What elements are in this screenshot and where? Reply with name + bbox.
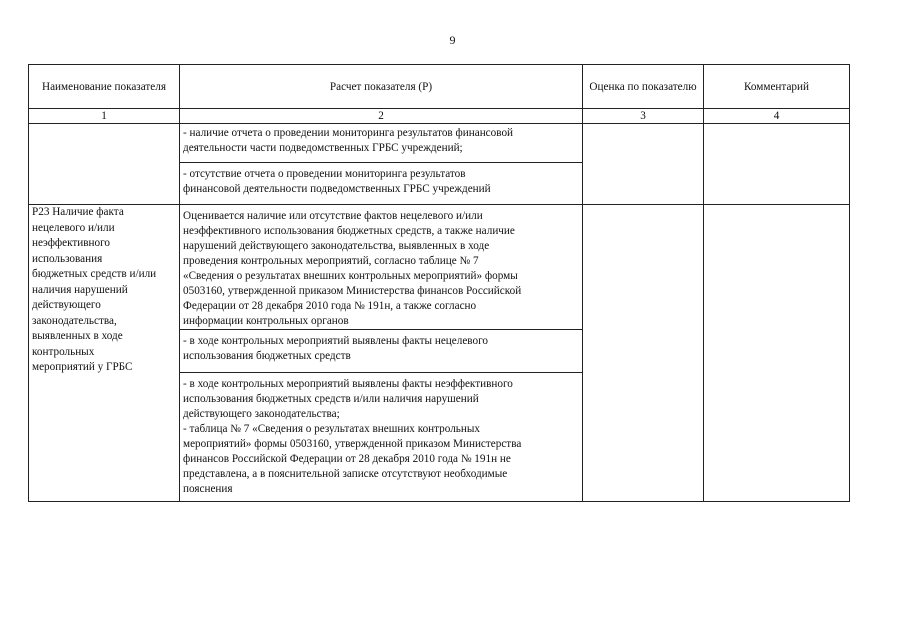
page-number: 9: [449, 33, 456, 47]
indicator-name-cell-empty: [29, 124, 180, 205]
column-number: 1: [29, 109, 180, 124]
score-cell: [583, 124, 704, 205]
text-line: Федерации от 28 декабря 2010 года № 191н, а также согласно: [183, 300, 477, 312]
text-line: - в ходе контрольных мероприятий выявлены факты нецелевого: [183, 335, 488, 347]
text-line: - наличие отчета о проведении мониторинга результатов финансовой: [183, 127, 514, 139]
calc-cell-misuse-found: [180, 330, 583, 373]
table-row: [29, 124, 850, 163]
text-line: - таблица № 7 «Сведения о результатах внешних контрольных: [183, 423, 480, 435]
text-line: финансов Российской Федерации от 28 декабря 2010 года № 191н не: [183, 453, 511, 465]
text-line: финансовой деятельности подведомственных ГРБС учреждений: [183, 183, 491, 195]
text-line: пояснения: [183, 483, 233, 495]
text-line: бюджетных средств и/или: [32, 268, 157, 280]
header-score: Оценка по показателю: [583, 65, 704, 109]
text-line: - отсутствие отчета о проведении мониторинга результатов: [183, 168, 466, 180]
text-line: - в ходе контрольных мероприятий выявлены факты неэффективного: [183, 378, 513, 390]
text-line: использования бюджетных средств: [183, 350, 351, 362]
comment-cell: [704, 205, 850, 502]
text-line: Оценивается наличие или отсутствие фактов нецелевого и/или: [183, 210, 483, 222]
text-line: контрольных: [32, 345, 95, 358]
text-line: действующего: [32, 299, 101, 311]
text-line: выявленных в ходе: [32, 330, 123, 342]
text-line: информации контрольных органов: [183, 315, 349, 327]
indicator-name-p23: [29, 205, 180, 502]
calc-cell-inefficiency-found: [180, 373, 583, 502]
text-line: Р23 Наличие факта: [32, 206, 124, 218]
text-line: действующего законодательства;: [183, 408, 340, 420]
text-line: мероприятий у ГРБС: [32, 361, 133, 373]
header-calculation: Расчет показателя (Р): [180, 65, 583, 109]
comment-cell: [704, 124, 850, 205]
table-row: [29, 205, 850, 330]
text-line: представлена, а в пояснительной записке отсутствуют необходимые: [183, 468, 508, 480]
column-number: 3: [583, 109, 704, 124]
text-line: неэффективного использования бюджетных средств, а также наличие: [183, 225, 515, 237]
text-line: законодательства,: [32, 314, 117, 327]
text-line: использования бюджетных средств и/или наличия нарушений: [183, 393, 479, 405]
text-line: деятельности части подведомственных ГРБС учреждений;: [183, 142, 463, 154]
column-number-row: [29, 109, 850, 124]
header-row: [29, 65, 850, 109]
indicator-table: [28, 64, 850, 502]
column-number: 4: [704, 109, 850, 124]
calc-cell-monitoring-partial: [180, 124, 583, 163]
text-line: неэффективного: [32, 237, 111, 249]
column-number: 2: [180, 109, 583, 124]
text-line: «Сведения о результатах внешних контрольных мероприятий» формы: [183, 270, 518, 282]
header-indicator-name: Наименование показателя: [29, 65, 180, 109]
text-line: 0503160, утвержденной приказом Министерства финансов Российской: [183, 285, 522, 297]
text-line: нецелевого и/или: [32, 221, 115, 234]
text-line: наличия нарушений: [32, 283, 128, 296]
header-comment: Комментарий: [704, 65, 850, 109]
calc-cell-p23-description: [180, 205, 583, 330]
calc-cell-monitoring-absent: [180, 163, 583, 205]
score-cell: [583, 205, 704, 502]
text-line: мероприятий» формы 0503160, утвержденной приказом Министерства: [183, 438, 522, 450]
text-line: использования: [32, 252, 103, 265]
text-line: проведения контрольных мероприятий, согласно таблице № 7: [183, 255, 479, 267]
text-line: нарушений действующего законодательства, выявленных в ходе: [183, 240, 490, 252]
